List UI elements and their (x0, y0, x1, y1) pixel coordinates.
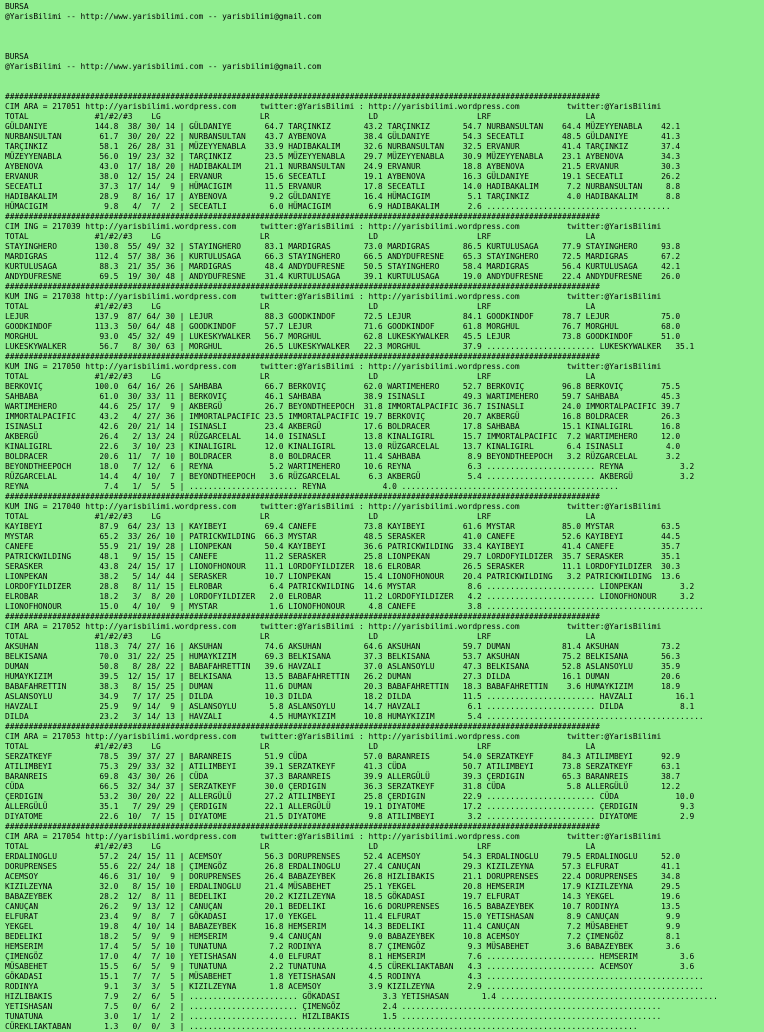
table-row: ÇERDIGIN 53.2 30/ 20/ 22 | ALLERGÜLÜ 27.2 ATILIMBEYI 25.8 ÇERDIGIN 22.9 ....................... CÜDA 10.0 (5, 792, 695, 801)
table-row: KINALIGIRL 22.6 3/ 10/ 23 | KINALIGIRL 12.0 KINALIGIRL 13.0 RÜZGARCELAL 13.7 KINALIGIRL 6.4 ISINASLI 4.0 (5, 442, 681, 451)
table-row: HAVZALI 25.9 9/ 14/ 9 | ASLANSOYLU 5.8 ASLANSOYLU 14.7 HAVZALI 6.1 ....................... DILDA 8.1 (5, 702, 695, 711)
column-header: TOTAL #1/#2/#3 LG LR LD LRF LA (5, 742, 596, 751)
table-row: NURBANSULTAN 61.7 30/ 20/ 22 | NURBANSULTAN 43.7 AYBENOVA 38.4 GÜLDANIYE 54.3 SECEATLI 48.5 GÜLDANIYE 41.3 (5, 132, 681, 141)
table-row: ATILIMBEYI 75.3 29/ 33/ 32 | ATILIMBEYI 39.1 SERZATKEYF 41.3 CÜDA 50.7 ATILIMBEYI 73.8 SERZATKEYF 63.1 (5, 762, 681, 771)
table-row: BERKOVIÇ 100.0 64/ 16/ 26 | SAHBABA 66.7 BERKOVIÇ 62.0 WARTIMEHERO 52.7 BERKOVIÇ 96.8 BERKOVIÇ 75.5 (5, 382, 681, 391)
column-header: TOTAL #1/#2/#3 LG LR LD LRF LA (5, 372, 596, 381)
table-row: ÇIMENGÖZ 17.0 4/ 7/ 10 | YETISHASAN 4.0 ELFURAT 8.1 HEMSERIM 7.6 ....................... HEMSERIM 3.6 (5, 952, 695, 961)
table-row: BEDELIKI 18.2 5/ 9/ 9 | HEMSERIM 9.4 CANUÇAN 9.0 BABAZEYBEK 10.8 ACEMSOY 7.2 ÇIMENGÖZ 8.1 (5, 932, 681, 941)
table-row: MÜZEYYENABLA 56.0 19/ 23/ 32 | TARÇINKIZ 23.5 MÜZEYYENABLA 29.7 MÜZEYYENABLA 30.9 MÜZEYYENABLA 23.1 AYBENOVA 34.3 (5, 152, 681, 161)
table-row: SAHBABA 61.0 30/ 33/ 11 | BERKOVIÇ 46.1 SAHBABA 38.9 ISINASLI 49.3 WARTIMEHERO 59.7 SAHBABA 45.3 (5, 392, 681, 401)
table-row: YEKGEL 19.8 4/ 10/ 14 | BABAZEYBEK 16.8 HEMSERIM 14.3 BEDELIKI 11.4 CANUÇAN 7.2 MÜSABEHET 9.9 (5, 922, 681, 931)
table-row: MYSTAR 65.2 33/ 26/ 10 | PATRICKWILDING 66.3 MYSTAR 48.5 SERASKER 41.0 CANEFE 52.6 KAYIBEYI 44.5 (5, 532, 681, 541)
contact-line: @YarisBilimi -- http://www.yarisbilimi.com -- yarisbilimi@gmail.com (5, 62, 322, 71)
table-row: STAYINGHERO 130.8 55/ 49/ 32 | STAYINGHERO 83.1 MARDIGRAS 73.0 MARDIGRAS 86.5 KURTULUSAGA 77.9 STAYINGHERO 93.8 (5, 242, 681, 251)
table-row: HADIBAKALIM 28.9 8/ 16/ 17 | AYBENOVA 9.2 GÜLDANIYE 16.4 HÜMACIGIM 5.1 TARÇINKIZ 4.0 HADIBAKALIM 8.8 (5, 192, 681, 201)
blank-line (5, 22, 762, 32)
section-separator: ############################################################################################################################## (5, 612, 600, 621)
section-separator: ############################################################################################################################## (5, 492, 600, 501)
table-row: ELROBAR 18.2 3/ 8/ 20 | LORDOFYILDIZER 2.0 ELROBAR 11.2 LORDOFYILDIZER 4.2 ....................... LIONOFHONOUR 3.2 (5, 592, 695, 601)
report-document (5, 2, 762, 1031)
table-row: GÜLDANIYE 144.8 38/ 30/ 14 | GÜLDANIYE 64.7 TARÇINKIZ 43.2 TARÇINKIZ 54.7 NURBANSULTAN 64.4 MÜZEYYENABLA 42.1 (5, 122, 681, 131)
table-row: GÖKADASI 15.1 7/ 7/ 5 | MÜSABEHET 1.8 YETISHASAN 4.5 RODINYA 4.3 .............................................. (5, 972, 704, 981)
race-header: CIM ING = 217039 http://yarisbilimi.wordpress.com twitter:@YarisBilimi : http://yarisbilimi.wordpress.com twitter:@YarisBilimi (5, 222, 662, 231)
table-row: ACEMSOY 46.6 31/ 10/ 9 | DORUPRENSES 26.4 BABAZEYBEK 26.8 HIZLIBAKIS 21.1 DORUPRENSES 22.4 DORUPRENSES 34.8 (5, 872, 681, 881)
table-row: DIYATOME 22.6 10/ 7/ 15 | DIYATOME 21.5 DIYATOME 9.8 ATILIMBEYI 3.2 ....................... DIYATOME 2.9 (5, 812, 695, 821)
table-row: YETISHASAN 7.5 0/ 6/ 2 | ....................... ÇIMENGÖZ 2.4 ....................................................... (5, 1002, 662, 1011)
table-row: BELKISANA 70.0 31/ 22/ 25 | HUMAYKIZIM 69.3 BELKISANA 37.3 BELKISANA 53.7 AKSUHAN 75.2 BELKISANA 56.3 (5, 652, 681, 661)
table-row: KIZILZEYNA 32.0 8/ 15/ 10 | ERDALINOGLU 21.4 MÜSABEHET 25.1 YEKGEL 20.8 HEMSERIM 17.9 KIZILZEYNA 29.5 (5, 882, 681, 891)
table-row: ASLANSOYLU 34.9 7/ 17/ 25 | DILDA 10.3 DILDA 18.2 DILDA 11.5 ....................... HAVZALI 16.1 (5, 692, 695, 701)
table-row: DUMAN 50.8 8/ 28/ 22 | BABAFAHRETTIN 39.6 HAVZALI 37.0 ASLANSOYLU 47.3 BELKISANA 52.8 ASLANSOYLU 35.9 (5, 662, 681, 671)
table-row: REYNA 7.4 1/ 5/ 5 | ....................... REYNA 4.0 .............................................. (5, 482, 619, 491)
table-row: CÜDA 66.5 32/ 34/ 37 | SERZATKEYF 30.0 ÇERDIGIN 36.3 SERZATKEYF 31.8 CÜDA 5.8 ALLERGÜLÜ 12.2 (5, 782, 681, 791)
blank-line (5, 72, 762, 82)
table-row: SERASKER 43.8 24/ 15/ 17 | LIONOFHONOUR 11.1 LORDOFYILDIZER 18.6 ELROBAR 26.5 SERASKER 11.1 LORDOFYILDIZER 30.3 (5, 562, 681, 571)
table-row: AYBENOVA 43.0 17/ 18/ 20 | HADIBAKALIM 21.1 NURBANSULTAN 24.9 ERVANUR 18.8 AYBENOVA 21.5 ERVANUR 30.3 (5, 162, 681, 171)
table-row: WARTIMEHERO 44.6 25/ 17/ 9 | AKBERGÜ 26.7 BEYONDTHEEPOCH 31.8 IMMORTALPACIFIC 36.7 ISINASLI 24.0 IMMORTALPACIFIC 39.7 (5, 402, 681, 411)
table-row: BOLDRACER 20.6 11/ 7/ 10 | BOLDRACER 8.0 BOLDRACER 11.4 SAHBABA 8.9 BEYONDTHEEPOCH 3.2 RÜZGARCELAL 3.2 (5, 452, 681, 461)
table-row: BEYONDTHEEPOCH 18.0 7/ 12/ 6 | REYNA 5.2 WARTIMEHERO 10.6 REYNA 6.3 ....................... REYNA 3.2 (5, 462, 695, 471)
column-header: TOTAL #1/#2/#3 LG LR LD LRF LA (5, 112, 596, 121)
column-header: TOTAL #1/#2/#3 LG LR LD LRF LA (5, 512, 596, 521)
race-header: KUM ING = 217038 http://yarisbilimi.wordpress.com twitter:@YarisBilimi : http://yarisbilimi.wordpress.com twitter:@YarisBilimi (5, 292, 662, 301)
table-row: ELFURAT 23.4 9/ 8/ 7 | GÖKADASI 17.0 YEKGEL 11.4 ELFURAT 15.0 YETISHASAN 8.9 CANUÇAN 9.9 (5, 912, 681, 921)
table-row: ANDYDUFRESNE 69.5 19/ 30/ 48 | ANDYDUFRESNE 31.4 KURTULUSAGA 39.1 KURTULUSAGA 19.0 ANDYDUFRESNE 22.4 ANDYDUFRESNE 26.0 (5, 272, 681, 281)
table-row: SECEATLI 37.3 17/ 14/ 9 | HÜMACIGIM 11.5 ERVANUR 17.8 SECEATLI 14.0 HADIBAKALIM 7.2 NURBANSULTAN 8.8 (5, 182, 681, 191)
section-separator: ############################################################################################################################## (5, 722, 600, 731)
city-title: BURSA (5, 2, 29, 11)
table-row: MARDIGRAS 112.4 57/ 38/ 36 | KURTULUSAGA 66.3 STAYINGHERO 66.5 ANDYDUFRESNE 65.3 STAYINGHERO 72.5 MARDIGRAS 67.2 (5, 252, 681, 261)
table-row: PATRICKWILDING 48.1 9/ 15/ 15 | CANEFE 11.2 SERASKER 25.8 LIONPEKAN 29.7 LORDOFYILDIZER 35.7 SERASKER 35.1 (5, 552, 681, 561)
table-row: DORUPRENSES 55.6 22/ 24/ 18 | ÇIMENGÖZ 26.8 ERDALINOGLU 27.4 CANUÇAN 29.3 KIZILZEYNA 57.3 ELFURAT 41.1 (5, 862, 681, 871)
section-separator: ############################################################################################################################## (5, 822, 600, 831)
table-row: AKBERGÜ 26.4 2/ 13/ 24 | RÜZGARCELAL 14.0 ISINASLI 13.8 KINALIGIRL 15.7 IMMORTALPACIFIC 7.2 WARTIMEHERO 12.0 (5, 432, 681, 441)
table-row: HEMSERIM 17.4 5/ 5/ 10 | TUNATUNA 7.2 RODINYA 8.7 ÇIMENGÖZ 9.3 MÜSABEHET 3.6 BABAZEYBEK 3.6 (5, 942, 681, 951)
table-row: TARÇINKIZ 58.1 26/ 28/ 31 | MÜZEYYENABLA 33.9 HADIBAKALIM 32.6 NURBANSULTAN 32.5 ERVANUR 41.4 TARÇINKIZ 37.4 (5, 142, 681, 151)
race-header: KUM ING = 217040 http://yarisbilimi.wordpress.com twitter:@YarisBilimi : http://yarisbilimi.wordpress.com twitter:@YarisBilimi (5, 502, 662, 511)
table-row: LIONOFHONOUR 15.0 4/ 10/ 9 | MYSTAR 1.6 LIONOFHONOUR 4.8 CANEFE 3.8 .............................................. (5, 602, 704, 611)
table-row: ALLERGÜLÜ 35.1 7/ 29/ 29 | ÇERDIGIN 22.1 ALLERGÜLÜ 19.1 DIYATOME 17.2 ....................... ÇERDIGIN 9.3 (5, 802, 695, 811)
table-row: AKSUHAN 118.3 74/ 27/ 16 | AKSUHAN 74.6 AKSUHAN 64.6 AKSUHAN 59.7 DUMAN 81.4 AKSUHAN 73.2 (5, 642, 681, 651)
section-separator: ############################################################################################################################## (5, 92, 600, 101)
table-row: CÜREKLIAKTABAN 1.3 0/ 0/ 3 | ............................................................................................... (5, 1022, 638, 1031)
contact-line: @YarisBilimi -- http://www.yarisbilimi.com -- yarisbilimi@gmail.com (5, 12, 322, 21)
table-row: BARANREIS 69.8 43/ 30/ 26 | CÜDA 37.3 BARANREIS 39.9 ALLERGÜLÜ 39.3 ÇERDIGIN 65.3 BARANREIS 38.7 (5, 772, 681, 781)
table-row: TUNATUNA 3.0 1/ 1/ 2 | ....................... HIZLIBAKIS 1.5 ....................................................... (5, 1012, 662, 1021)
race-header: CIM ARA = 217054 http://yarisbilimi.wordpress.com twitter:@YarisBilimi : http://yarisbilimi.wordpress.com twitter:@YarisBilimi (5, 832, 662, 841)
race-header: CIM ARA = 217051 http://yarisbilimi.wordpress.com twitter:@YarisBilimi : http://yarisbilimi.wordpress.com twitter:@YarisBilimi (5, 102, 662, 111)
table-row: KURTULUSAGA 88.3 21/ 35/ 36 | MARDIGRAS 48.4 ANDYDUFRESNE 50.5 STAYINGHERO 58.4 MARDIGRAS 56.4 KURTULUSAGA 42.1 (5, 262, 681, 271)
table-row: ISINASLI 42.6 20/ 21/ 14 | ISINASLI 23.4 AKBERGÜ 17.6 BOLDRACER 17.8 SAHBABA 15.1 KINALIGIRL 16.8 (5, 422, 681, 431)
table-row: LEJUR 137.9 87/ 64/ 30 | LEJUR 88.3 GOODKINDOF 72.5 LEJUR 84.1 GOODKINDOF 78.7 LEJUR 75.0 (5, 312, 681, 321)
table-row: LORDOFYILDIZER 28.8 8/ 11/ 15 | ELROBAR 6.4 PATRICKWILDING 14.6 MYSTAR 8.6 ....................... LIONPEKAN 3.2 (5, 582, 695, 591)
table-row: RODINYA 9.1 3/ 3/ 5 | KIZILZEYNA 1.8 ACEMSOY 3.9 KIZILZEYNA 2.9 .............................................. (5, 982, 704, 991)
table-row: HUMAYKIZIM 39.5 12/ 15/ 17 | BELKISANA 13.5 BABAFAHRETTIN 26.2 DUMAN 27.3 DILDA 16.1 DUMAN 20.6 (5, 672, 681, 681)
blank-line (5, 32, 762, 42)
table-row: BABAZEYBEK 28.2 12/ 8/ 11 | BEDELIKI 20.2 KIZILZEYNA 18.5 GÖKADASI 19.7 ELFURAT 14.3 YEKGEL 19.6 (5, 892, 681, 901)
table-row: MÜSABEHET 15.5 6/ 5/ 9 | TUNATUNA 2.2 TUNATUNA 4.5 CÜREKLIAKTABAN 4.3 ....................... ACEMSOY 3.6 (5, 962, 695, 971)
table-row: KAYIBEYI 87.9 64/ 23/ 13 | KAYIBEYI 69.4 CANEFE 73.8 KAYIBEYI 61.6 MYSTAR 85.0 MYSTAR 63.5 (5, 522, 681, 531)
blank-line (5, 42, 762, 52)
section-separator: ############################################################################################################################## (5, 212, 600, 221)
table-row: LUKESKYWALKER 56.7 8/ 30/ 63 | MORGHUL 26.5 LUKESKYWALKER 22.3 MORGHUL 37.9 ....................... LUKESKYWALKER 35.1 (5, 342, 695, 351)
table-row: CANEFE 55.9 21/ 19/ 28 | LIONPEKAN 50.4 KAYIBEYI 36.6 PATRICKWILDING 33.4 KAYIBEYI 41.4 CANEFE 35.7 (5, 542, 681, 551)
report-lines (5, 2, 762, 1032)
table-row: LIONPEKAN 38.2 5/ 14/ 44 | SERASKER 10.7 LIONPEKAN 15.4 LIONOFHONOUR 20.4 PATRICKWILDING 3.2 PATRICKWILDING 13.6 (5, 572, 681, 581)
table-row: HIZLIBAKIS 7.9 2/ 6/ 5 | ....................... GÖKADASI 3.3 YETISHASAN 1.4 .............................................. (5, 992, 718, 1001)
table-row: ERVANUR 38.0 12/ 15/ 24 | ERVANUR 15.6 SECEATLI 19.1 AYBENOVA 16.3 GÜLDANIYE 19.1 SECEATLI 26.2 (5, 172, 681, 181)
table-row: CANUÇAN 26.2 9/ 13/ 12 | CANUÇAN 20.1 BEDELIKI 16.6 DORUPRENSES 16.5 BABAZEYBEK 10.7 RODINYA 13.5 (5, 902, 681, 911)
table-row: BABAFAHRETTIN 38.3 8/ 15/ 25 | DUMAN 11.6 DUMAN 20.3 BABAFAHRETTIN 18.3 BABAFAHRETTIN 3.6 HUMAYKIZIM 18.9 (5, 682, 681, 691)
race-header: CIM ARA = 217053 http://yarisbilimi.wordpress.com twitter:@YarisBilimi : http://yarisbilimi.wordpress.com twitter:@YarisBilimi (5, 732, 662, 741)
table-row: HÜMACIGIM 9.8 4/ 7/ 2 | SECEATLI 6.0 HÜMACIGIM 6.9 HADIBAKALIM 2.6 ....................................... (5, 202, 671, 211)
race-header: KUM ING = 217050 http://yarisbilimi.wordpress.com twitter:@YarisBilimi : http://yarisbilimi.wordpress.com twitter:@YarisBilimi (5, 362, 662, 371)
table-row: ERDALINOGLU 57.2 24/ 15/ 11 | ACEMSOY 56.3 DORUPRENSES 52.4 ACEMSOY 54.3 ERDALINOGLU 79.5 ERDALINOGLU 52.0 (5, 852, 681, 861)
column-header: TOTAL #1/#2/#3 LG LR LD LRF LA (5, 232, 596, 241)
column-header: TOTAL #1/#2/#3 LG LR LD LRF LA (5, 842, 596, 851)
race-header: CIM ARA = 217052 http://yarisbilimi.wordpress.com twitter:@YarisBilimi : http://yarisbilimi.wordpress.com twitter:@YarisBilimi (5, 622, 662, 631)
column-header: TOTAL #1/#2/#3 LG LR LD LRF LA (5, 632, 596, 641)
city-title: BURSA (5, 52, 29, 61)
table-row: IMMORTALPACIFIC 43.2 4/ 27/ 36 | IMMORTALPACIFIC 23.5 IMMORTALPACIFIC 19.7 BERKOVIÇ 20.7 AKBERGÜ 16.8 BOLDRACER 26.3 (5, 412, 681, 421)
column-header: TOTAL #1/#2/#3 LG LR LD LRF LA (5, 302, 596, 311)
blank-line (5, 82, 762, 92)
table-row: GOODKINDOF 113.3 50/ 64/ 48 | GOODKINDOF 57.7 LEJUR 71.6 GOODKINDOF 61.8 MORGHUL 76.7 MORGHUL 68.0 (5, 322, 681, 331)
section-separator: ############################################################################################################################## (5, 282, 600, 291)
table-row: MORGHUL 93.0 45/ 32/ 49 | LUKESKYWALKER 56.7 MORGHUL 62.8 LUKESKYWALKER 45.5 LEJUR 73.8 GOODKINDOF 51.0 (5, 332, 681, 341)
table-row: SERZATKEYF 78.5 39/ 37/ 27 | BARANREIS 51.9 CÜDA 57.0 BARANREIS 54.0 SERZATKEYF 84.3 ATILIMBEYI 92.9 (5, 752, 681, 761)
section-separator: ############################################################################################################################## (5, 352, 600, 361)
table-row: RÜZGARCELAL 14.4 4/ 10/ 7 | BEYONDTHEEPOCH 3.6 RÜZGARCELAL 6.3 AKBERGÜ 5.4 ....................... AKBERGÜ 3.2 (5, 472, 695, 481)
table-row: DILDA 23.2 3/ 14/ 13 | HAVZALI 4.5 HUMAYKIZIM 10.8 HUMAYKIZIM 5.4 .............................................. (5, 712, 704, 721)
